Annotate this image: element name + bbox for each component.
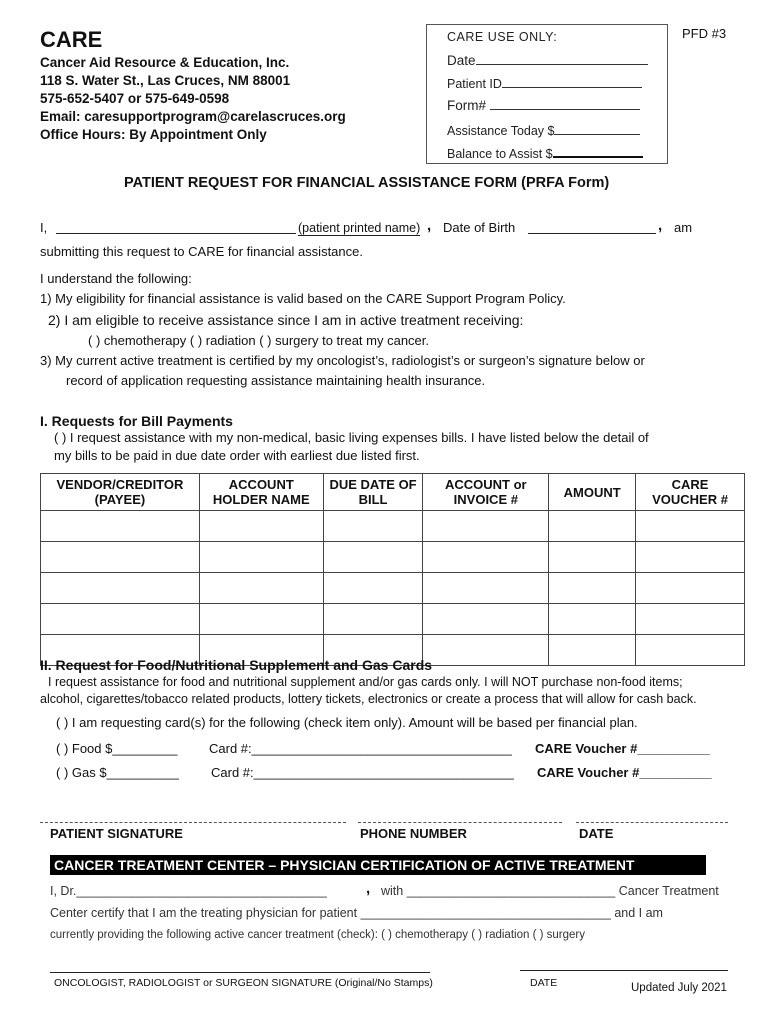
dob-label: Date of Birth xyxy=(443,220,516,235)
bill-payments-table xyxy=(40,473,745,666)
org-name: Cancer Aid Resource & Education, Inc. xyxy=(40,55,290,70)
card-request-option[interactable]: ( ) I am requesting card(s) for the following (check item only). Amount will be based per financial plan. xyxy=(56,715,638,730)
physician-signature-line[interactable] xyxy=(50,972,430,973)
physician-date-label: DATE xyxy=(530,977,558,989)
table-row xyxy=(41,604,745,635)
org-hours: Office Hours: By Appointment Only xyxy=(40,127,267,142)
phone-number-label: PHONE NUMBER xyxy=(360,826,467,841)
column-header: DUE DATE OF BILL xyxy=(323,474,423,511)
understand-item-3: 3) My current active treatment is certified by my oncologist’s, radiologist’s or surgeon’s signature below or xyxy=(40,353,645,368)
food-voucher-field[interactable]: CARE Voucher #__________ xyxy=(535,741,710,756)
intro-am: am xyxy=(674,220,693,235)
updated-date: Updated July 2021 xyxy=(631,982,727,994)
table-cell[interactable] xyxy=(199,542,323,573)
care-box-assistance-today[interactable]: Assistance Today $ xyxy=(447,122,640,138)
table-cell[interactable] xyxy=(636,573,745,604)
care-box-title: CARE USE ONLY: xyxy=(447,30,558,44)
table-cell[interactable] xyxy=(636,511,745,542)
table-cell[interactable] xyxy=(323,604,423,635)
food-amount-field[interactable]: ( ) Food $_________ xyxy=(56,741,178,756)
form-title: PATIENT REQUEST FOR FINANCIAL ASSISTANCE FORM (PRFA Form) xyxy=(124,175,610,191)
table-cell[interactable] xyxy=(41,604,200,635)
table-row xyxy=(41,573,745,604)
physician-treatment-options[interactable]: currently providing the following active cancer treatment (check): ( ) chemotherapy ( ) radiation ( ) surgery xyxy=(50,929,585,941)
food-card-field[interactable]: Card #:____________________________________ xyxy=(209,741,512,756)
table-cell[interactable] xyxy=(549,542,636,573)
section-2-heading: II. Request for Food/Nutritional Supplement and Gas Cards xyxy=(40,657,433,673)
care-box-balance[interactable]: Balance to Assist $ xyxy=(447,144,643,161)
treatment-options[interactable]: ( ) chemotherapy ( ) radiation ( ) surgery to treat my cancer. xyxy=(88,333,430,348)
table-cell[interactable] xyxy=(423,542,549,573)
table-cell[interactable] xyxy=(423,511,549,542)
patient-signature-line[interactable] xyxy=(40,822,346,823)
understand-item-3-cont: record of application requesting assistance maintaining health insurance. xyxy=(66,373,486,388)
section-1-heading: I. Requests for Bill Payments xyxy=(40,413,233,429)
table-cell[interactable] xyxy=(423,573,549,604)
section-2-text-2: alcohol, cigarettes/tobacco related products, lottery tickets, electronics or create a process that will allow for cash back. xyxy=(40,692,697,706)
column-header: AMOUNT xyxy=(549,474,636,511)
intro-comma: , xyxy=(427,217,432,234)
phone-number-line[interactable] xyxy=(358,822,562,823)
table-cell[interactable] xyxy=(323,573,423,604)
physician-date-line[interactable] xyxy=(520,970,728,971)
care-box-date[interactable]: Date xyxy=(447,52,648,68)
section-2-text-1: I request assistance for food and nutritional supplement and/or gas cards only. I will NOT purchase non-food items; xyxy=(48,675,683,689)
physician-comma: , xyxy=(366,880,371,897)
table-row xyxy=(41,542,745,573)
physician-name-field[interactable]: I, Dr.____________________________________ xyxy=(50,884,327,898)
patient-name-hint: (patient printed name) xyxy=(298,221,421,235)
column-header: VENDOR/CREDITOR (PAYEE) xyxy=(41,474,200,511)
table-cell[interactable] xyxy=(199,511,323,542)
form-code: PFD #3 xyxy=(682,26,727,41)
table-cell[interactable] xyxy=(323,511,423,542)
org-address: 118 S. Water St., Las Cruces, NM 88001 xyxy=(40,73,291,88)
column-header: CARE VOUCHER # xyxy=(636,474,745,511)
care-box-patient-id[interactable]: Patient ID xyxy=(447,75,642,91)
table-cell[interactable] xyxy=(41,573,200,604)
section-1-text-1[interactable]: ( ) I request assistance with my non-medical, basic living expenses bills. I have listed below the detail of xyxy=(54,430,649,445)
physician-signature-label: ONCOLOGIST, RADIOLOGIST or SURGEON SIGNATURE (Original/No Stamps) xyxy=(54,977,433,989)
understand-heading: I understand the following: xyxy=(40,271,192,286)
gas-amount-field[interactable]: ( ) Gas $__________ xyxy=(56,765,179,780)
table-cell[interactable] xyxy=(636,542,745,573)
table-cell[interactable] xyxy=(199,573,323,604)
physician-patient-line[interactable]: Center certify that I am the treating physician for patient ____________________________________ and I am xyxy=(50,906,663,920)
org-email: Email: caresupportprogram@carelascruces.org xyxy=(40,109,346,124)
org-short-name: CARE xyxy=(40,27,103,52)
care-box-form-number[interactable]: Form# xyxy=(447,97,640,113)
table-cell[interactable] xyxy=(423,604,549,635)
section-1-text-2: my bills to be paid in due date order with earliest due listed first. xyxy=(54,448,420,463)
table-cell[interactable] xyxy=(199,604,323,635)
table-cell[interactable] xyxy=(549,604,636,635)
column-header: ACCOUNT HOLDER NAME xyxy=(199,474,323,511)
table-cell[interactable] xyxy=(549,573,636,604)
intro-comma-2: , xyxy=(658,217,663,234)
table-cell[interactable] xyxy=(549,635,636,666)
care-use-only-box xyxy=(426,24,668,164)
dob-field[interactable] xyxy=(528,221,656,234)
table-cell[interactable] xyxy=(41,542,200,573)
intro-i: I, xyxy=(40,220,48,235)
intro-line-2: submitting this request to CARE for financial assistance. xyxy=(40,244,363,259)
date-label: DATE xyxy=(579,826,614,841)
table-cell[interactable] xyxy=(636,635,745,666)
table-cell[interactable] xyxy=(41,511,200,542)
patient-signature-label: PATIENT SIGNATURE xyxy=(50,826,183,841)
table-row xyxy=(41,511,745,542)
gas-voucher-field[interactable]: CARE Voucher #__________ xyxy=(537,765,712,780)
table-cell[interactable] xyxy=(636,604,745,635)
gas-card-field[interactable]: Card #:____________________________________ xyxy=(211,765,514,780)
column-header: ACCOUNT or INVOICE # xyxy=(423,474,549,511)
understand-item-2: 2) I am eligible to receive assistance since I am in active treatment receiving: xyxy=(48,312,524,328)
treatment-center-field[interactable]: with ______________________________ Cancer Treatment xyxy=(381,884,719,898)
table-cell[interactable] xyxy=(549,511,636,542)
table-cell[interactable] xyxy=(323,542,423,573)
date-line[interactable] xyxy=(576,822,728,823)
physician-certification-banner: CANCER TREATMENT CENTER – PHYSICIAN CERTIFICATION OF ACTIVE TREATMENT xyxy=(50,855,706,875)
understand-item-1: 1) My eligibility for financial assistance is valid based on the CARE Support Program Policy. xyxy=(40,291,566,306)
table-cell[interactable] xyxy=(423,635,549,666)
patient-name-field[interactable] xyxy=(56,220,296,234)
org-phone: 575-652-5407 or 575-649-0598 xyxy=(40,91,230,106)
